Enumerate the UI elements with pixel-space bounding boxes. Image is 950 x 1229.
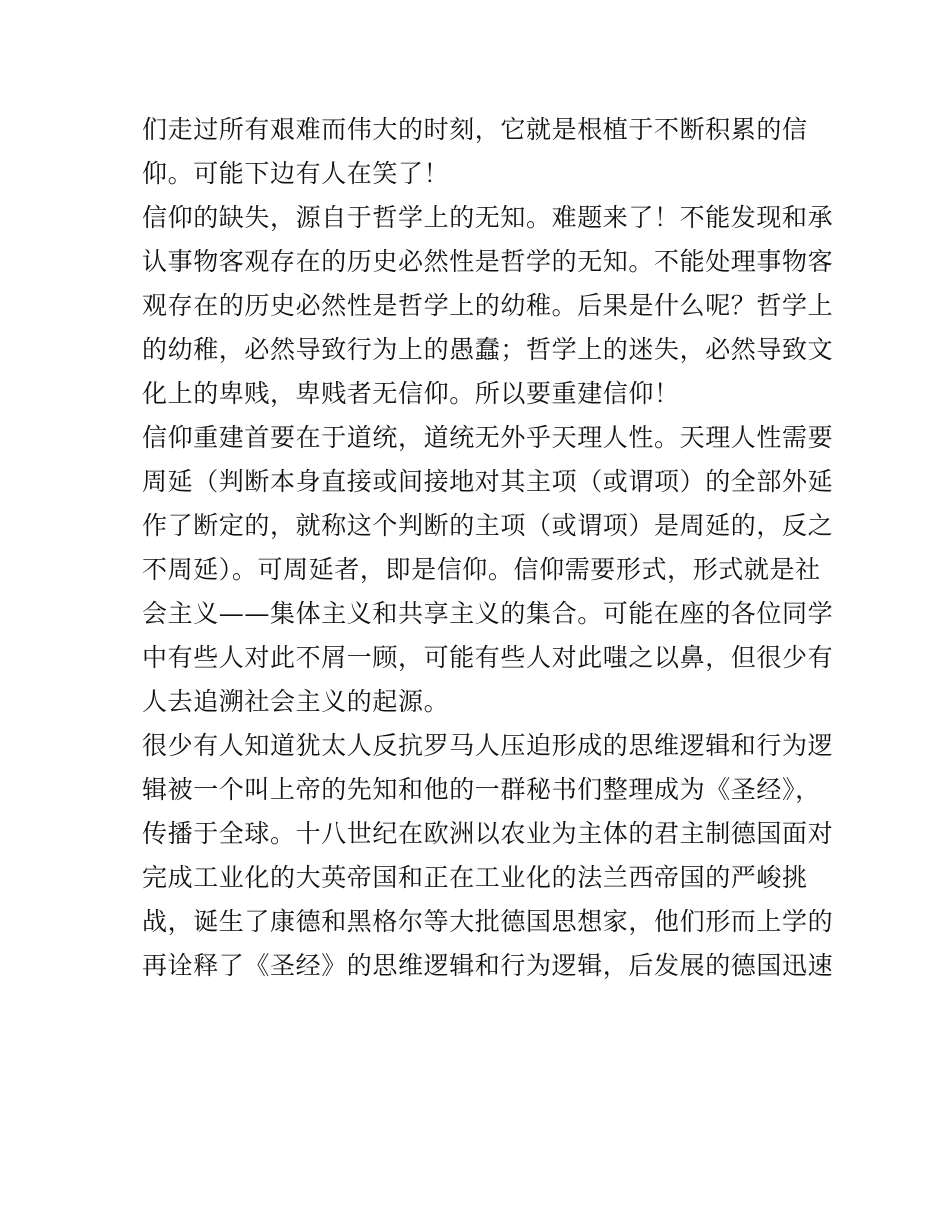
text-line-10: 作了断定的，就称这个判断的主项（或谓项）是周延的，反之 [142,511,834,540]
text-line-1: 们走过所有艰难而伟大的时刻，它就是根植于不断积累的信 [142,115,808,144]
text-line-6: 的幼稚，必然导致行为上的愚蠢；哲学上的迷失，必然导致文 [142,335,834,364]
text-line-7: 化上的卑贱，卑贱者无信仰。所以要重建信仰！ [142,379,680,408]
text-line-4: 认事物客观存在的历史必然性是哲学的无知。不能处理事物客 [142,247,834,276]
text-line-11: 不周延）。可周延者，即是信仰。信仰需要形式，形式就是社 [142,555,821,584]
text-line-14: 人去追溯社会主义的起源。 [142,687,450,716]
text-line-20: 再诠释了《圣经》的思维逻辑和行为逻辑，后发展的德国迅速 [142,951,834,980]
text-line-18: 完成工业化的大英帝国和正在工业化的法兰西帝国的严峻挑 [142,863,808,892]
text-line-12: 会主义——集体主义和共享主义的集合。可能在座的各位同学 [142,599,834,628]
document-body [142,108,834,988]
text-line-9: 周延（判断本身直接或间接地对其主项（或谓项）的全部外延 [142,467,834,496]
text-line-19: 战，诞生了康德和黑格尔等大批德国思想家，他们形而上学的 [142,907,834,936]
text-line-16: 辑被一个叫上帝的先知和他的一群秘书们整理成为《圣经》， [142,775,821,804]
text-line-17: 传播于全球。十八世纪在欧洲以农业为主体的君主制德国面对 [142,819,834,848]
text-line-3: 信仰的缺失，源自于哲学上的无知。难题来了！不能发现和承 [142,203,834,232]
text-line-2: 仰。可能下边有人在笑了！ [142,159,450,188]
text-line-15: 很少有人知道犹太人反抗罗马人压迫形成的思维逻辑和行为逻 [142,731,834,760]
text-line-5: 观存在的历史必然性是哲学上的幼稚。后果是什么呢？哲学上 [142,291,834,320]
text-line-8: 信仰重建首要在于道统，道统无外乎天理人性。天理人性需要 [142,423,834,452]
text-line-13: 中有些人对此不屑一顾，可能有些人对此嗤之以鼻，但很少有 [142,643,834,672]
